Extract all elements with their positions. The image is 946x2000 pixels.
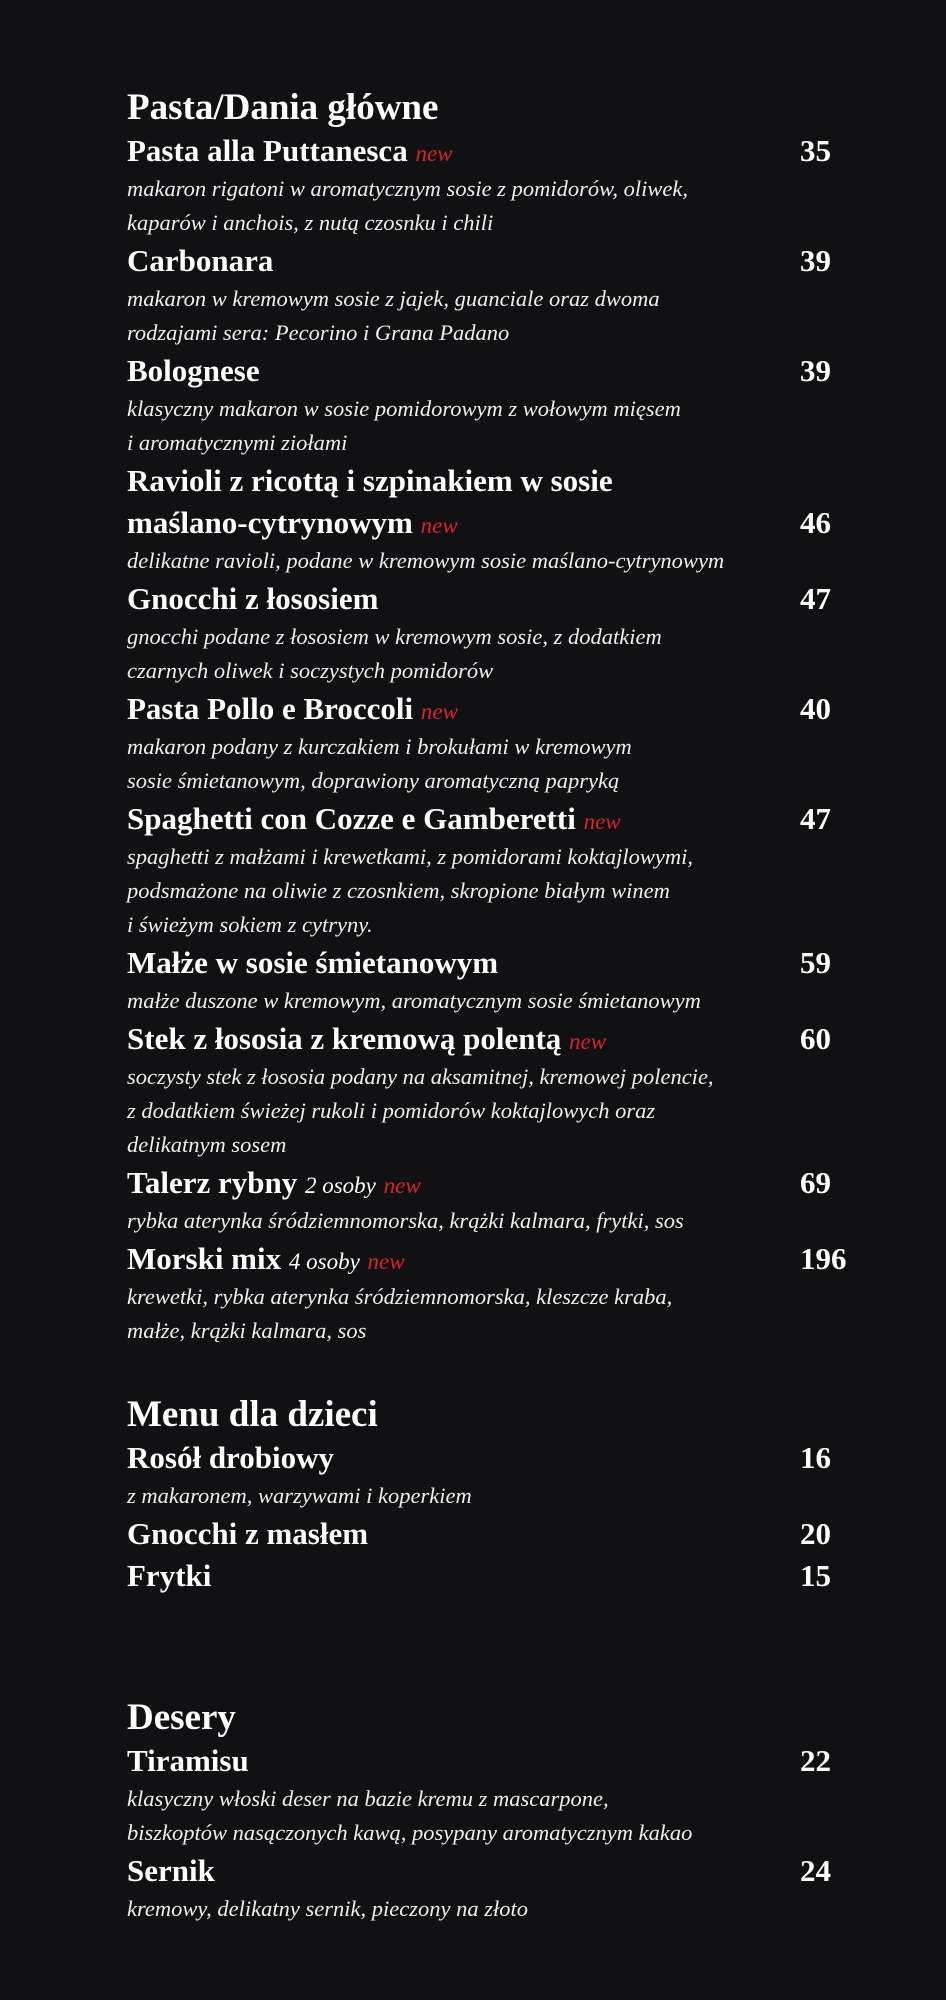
item-name	[127, 353, 260, 388]
new-badge: new	[420, 513, 458, 538]
item-name	[127, 1558, 211, 1593]
item-name-text: Stek z łososia z kremową polentą	[127, 1021, 562, 1056]
item-price: 40	[800, 691, 831, 726]
section-kids-menu	[127, 1393, 867, 1597]
item-description-line: makaron w kremowym sosie z jajek, guanciale oraz dwoma	[127, 286, 660, 311]
item-description-line: krewetki, rybka aterynka śródziemnomorska, kleszcze kraba,	[127, 1284, 673, 1309]
item-description-line: makaron rigatoni w aromatycznym sosie z pomidorów, oliwek,	[127, 176, 689, 201]
item-header	[127, 1513, 867, 1555]
item-price: 39	[800, 243, 831, 278]
item-price: 59	[800, 945, 831, 980]
item-header	[127, 1555, 867, 1597]
item-description-line: kaparów i anchois, z nutą czosnku i chili	[127, 210, 494, 235]
new-badge: new	[420, 699, 458, 724]
item-price: 47	[800, 801, 831, 836]
item-name-text: Morski mix	[127, 1241, 282, 1276]
item-description-line: delikatne ravioli, podane w kremowym sosie maślano-cytrynowym	[127, 548, 725, 573]
menu-item	[127, 1555, 867, 1597]
item-header	[127, 1162, 867, 1204]
new-badge: new	[383, 1173, 421, 1198]
item-description-line: makaron podany z kurczakiem i brokułami w kremowym	[127, 734, 632, 759]
item-name	[127, 1165, 421, 1200]
item-header	[127, 130, 867, 172]
item-header	[127, 1437, 867, 1479]
item-description-line: rybka aterynka śródziemnomorska, krążki kalmara, frytki, sos	[127, 1208, 684, 1233]
item-description-line: małże duszone w kremowym, aromatycznym sosie śmietanowym	[127, 988, 701, 1013]
item-name	[127, 133, 453, 168]
section-desserts	[127, 1696, 867, 1926]
item-description-line: sosie śmietanowym, doprawiony aromatyczną papryką	[127, 768, 620, 793]
item-name	[127, 243, 273, 278]
menu-item	[127, 798, 867, 941]
item-price: 69	[800, 1165, 831, 1200]
menu-item	[127, 1162, 867, 1237]
item-name	[127, 581, 378, 616]
item-price: 47	[800, 581, 831, 616]
section-title: Menu dla dzieci	[127, 1394, 378, 1435]
item-header	[127, 1740, 867, 1782]
item-header	[127, 240, 867, 282]
item-header	[127, 688, 867, 730]
item-description-line: klasyczny makaron w sosie pomidorowym z wołowym mięsem	[127, 396, 681, 421]
new-badge: new	[367, 1249, 405, 1274]
menu-item	[127, 1513, 867, 1555]
section-pasta	[127, 86, 867, 1348]
item-description-line: soczysty stek z łososia podany na aksamitnej, kremowej polencie,	[127, 1064, 714, 1089]
new-badge: new	[415, 141, 453, 166]
item-name-line1: Ravioli z ricottą i szpinakiem w sosie	[127, 463, 613, 498]
item-description-line: z dodatkiem świeżej rukoli i pomidorów koktajlowych oraz	[127, 1098, 656, 1123]
menu-item	[127, 1018, 867, 1161]
item-name-text: Małże w sosie śmietanowym	[127, 945, 499, 980]
item-description-line: biszkoptów nasączonych kawą, posypany aromatycznym kakao	[127, 1820, 693, 1845]
section-title: Desery	[127, 1697, 236, 1738]
item-description-line: i aromatycznymi ziołami	[127, 430, 348, 455]
item-price: 16	[800, 1440, 831, 1475]
item-name-text: Pasta Pollo e Broccoli	[127, 691, 414, 726]
item-header	[127, 1018, 867, 1060]
item-name	[127, 1440, 334, 1475]
item-portion: 2 osoby	[304, 1173, 376, 1198]
item-header	[127, 942, 867, 984]
item-description-line: rodzajami sera: Pecorino i Grana Padano	[127, 320, 510, 345]
new-badge: new	[583, 809, 621, 834]
item-price: 39	[800, 353, 831, 388]
item-name-text: Rosół drobiowy	[127, 1440, 334, 1475]
section-title: Pasta/Dania główne	[127, 87, 439, 128]
item-header	[127, 1850, 867, 1892]
menu-item	[127, 942, 867, 1017]
item-description-line: kremowy, delikatny sernik, pieczony na złoto	[127, 1896, 528, 1921]
item-description-line: czarnych oliwek i soczystych pomidorów	[127, 658, 494, 683]
item-name	[127, 1853, 215, 1888]
item-description-line: spaghetti z małżami i krewetkami, z pomidorami koktajlowymi,	[127, 844, 693, 869]
item-description-line: małże, krążki kalmara, sos	[127, 1318, 367, 1343]
item-price: 46	[800, 505, 831, 540]
item-price: 15	[800, 1558, 831, 1593]
menu-item	[127, 240, 867, 349]
item-name	[127, 1021, 606, 1056]
item-name	[127, 1241, 405, 1276]
item-price: 196	[800, 1241, 847, 1276]
item-name-text: Tiramisu	[127, 1743, 249, 1778]
item-header	[127, 1238, 867, 1280]
item-header	[127, 350, 867, 392]
item-name-text: Talerz rybny	[127, 1165, 298, 1200]
menu-item	[127, 130, 867, 239]
item-price: 22	[800, 1743, 831, 1778]
menu-item	[127, 578, 867, 687]
item-name	[127, 1743, 249, 1778]
item-description-line: delikatnym sosem	[127, 1132, 287, 1157]
menu-item	[127, 688, 867, 797]
item-name	[127, 1516, 368, 1551]
item-header	[127, 578, 867, 620]
item-name	[127, 505, 458, 540]
item-price: 20	[800, 1516, 831, 1551]
item-description-line: klasyczny włoski deser na bazie kremu z mascarpone,	[127, 1786, 609, 1811]
item-header	[127, 502, 867, 544]
item-name-text: Gnocchi z łososiem	[127, 581, 379, 616]
menu-item	[127, 1740, 867, 1849]
menu-item	[127, 350, 867, 459]
item-name	[127, 691, 458, 726]
menu-item	[127, 1238, 867, 1347]
menu-item	[127, 1850, 867, 1925]
item-price: 60	[800, 1021, 831, 1056]
item-name-text: Carbonara	[127, 243, 274, 278]
item-name-text: maślano-cytrynowym	[127, 505, 413, 540]
item-name-text: Gnocchi z masłem	[127, 1516, 369, 1551]
new-badge: new	[569, 1029, 607, 1054]
item-name-text: Spaghetti con Cozze e Gamberetti	[127, 801, 576, 836]
item-description-line: z makaronem, warzywami i koperkiem	[127, 1483, 472, 1508]
item-name	[127, 945, 498, 980]
item-name-text: Sernik	[127, 1853, 215, 1888]
item-portion: 4 osoby	[288, 1249, 360, 1274]
item-name	[127, 801, 621, 836]
item-header	[127, 798, 867, 840]
menu-item	[127, 1437, 867, 1512]
item-name-text: Frytki	[127, 1558, 212, 1593]
item-price: 35	[800, 133, 831, 168]
item-name-text: Pasta alla Puttanesca	[127, 133, 408, 168]
item-description-line: gnocchi podane z łososiem w kremowym sosie, z dodatkiem	[127, 624, 662, 649]
item-description-line: i świeżym sokiem z cytryny.	[127, 912, 373, 937]
item-description-line: podsmażone na oliwie z czosnkiem, skropione białym winem	[127, 878, 670, 903]
item-name-text: Bolognese	[127, 353, 260, 388]
menu-item	[127, 460, 867, 577]
item-price: 24	[800, 1853, 831, 1888]
